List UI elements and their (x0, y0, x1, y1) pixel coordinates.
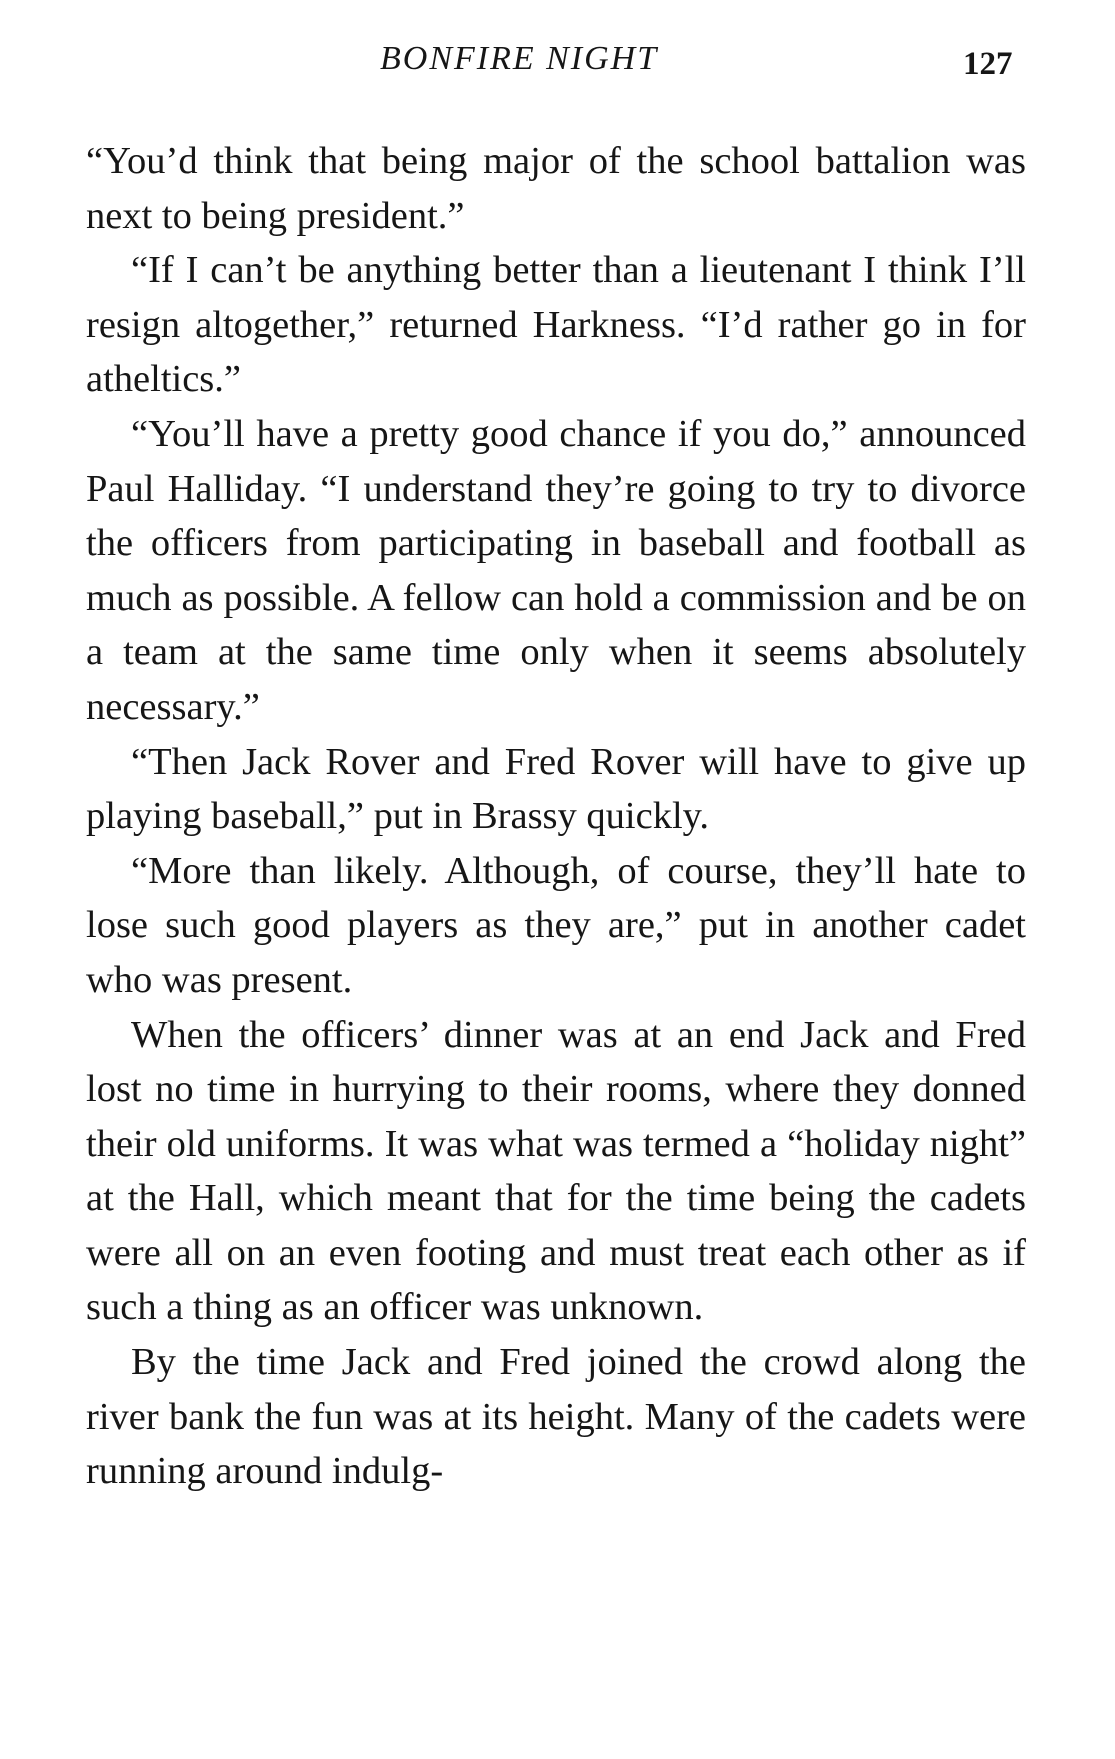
paragraph: By the time Jack and Fred joined the crowd along the river bank the fun was at its height. Many of the cadets were running around indulg- (86, 1341, 1026, 1493)
running-head (0, 40, 1115, 90)
paragraph: “You’ll have a pretty good chance if you do,” announced Paul Halliday. “I understand they’re going to try to divorce the officers from participating in baseball and football as much as possible. A fellow can hold a commission and be on a team at the same time only when it seems absolutely necessary.” (86, 412, 1026, 728)
body-text (86, 134, 1026, 1499)
paragraph: When the officers’ dinner was at an end Jack and Fred lost no time in hurrying to their rooms, where they donned their old uniforms. It was what was termed a “holiday night” at the Hall, which meant that for the time being the cadets were all on an even footing and must treat each other as if such a thing as an officer was unknown. (86, 1013, 1026, 1329)
page-number: 127 (963, 46, 1013, 82)
paragraph: “Then Jack Rover and Fred Rover will have to give up playing baseball,” put in Brassy quickly. (86, 740, 1026, 838)
paragraph: “You’d think that being major of the school battalion was next to being president.” (86, 140, 1026, 237)
chapter-title: BONFIRE NIGHT (380, 40, 659, 77)
paragraph: “If I can’t be anything better than a lieutenant I think I’ll resign altogether,” returned Harkness. “I’d rather go in for atheltics.” (86, 249, 1026, 401)
paragraph: “More than likely. Although, of course, they’ll hate to lose such good players as they are,” put in another cadet who was present. (86, 849, 1026, 1001)
